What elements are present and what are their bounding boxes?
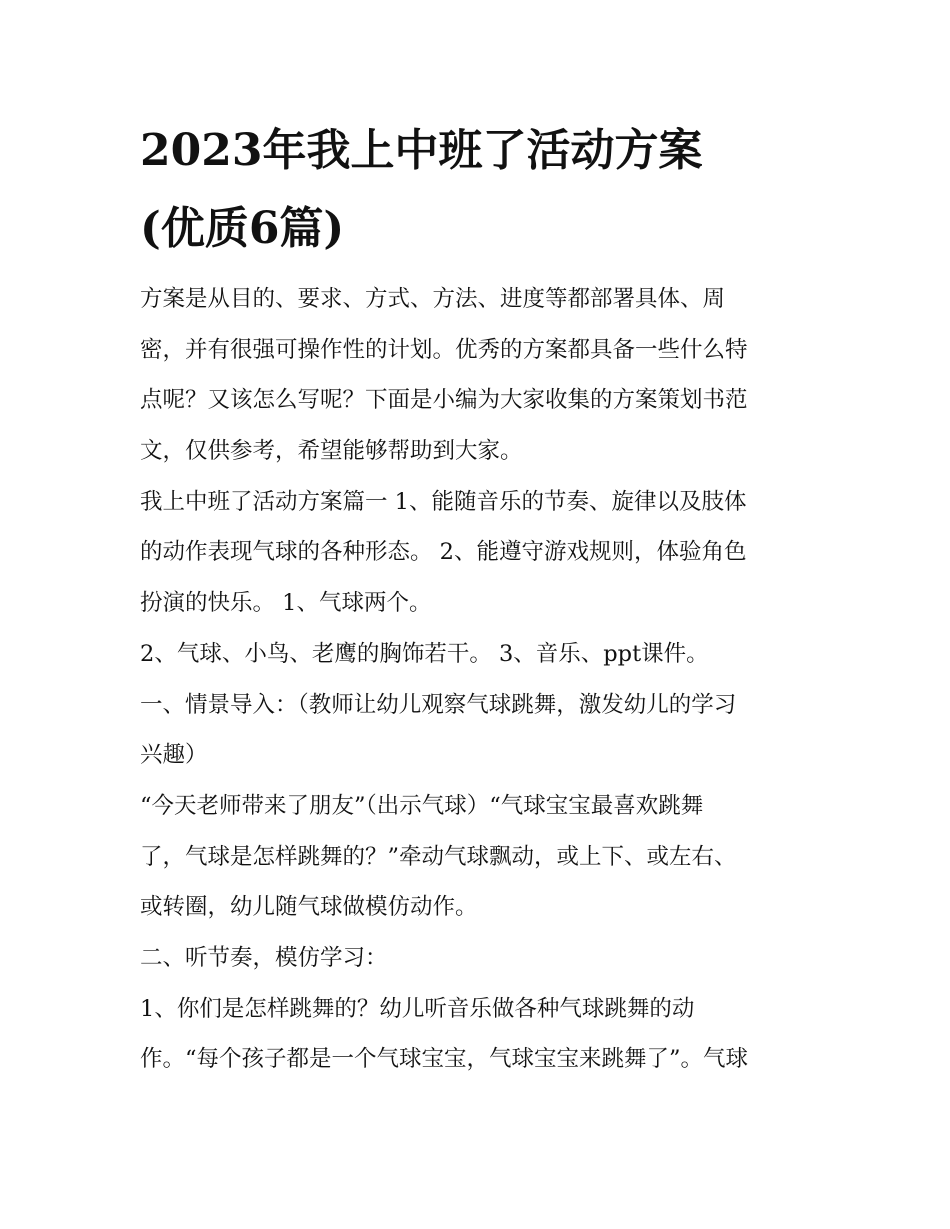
body-line: 点呢？又该怎么写呢？下面是小编为大家收集的方案策划书范 (140, 387, 748, 414)
body-line: “今天老师带来了朋友”（出示气球）“气球宝宝最喜欢跳舞 (140, 792, 704, 819)
body-line: 了，气球是怎样跳舞的？”牵动气球飘动，或上下、或左右、 (140, 843, 737, 870)
body-line: 1、你们是怎样跳舞的？幼儿听音乐做各种气球跳舞的动 (140, 995, 695, 1022)
body-line: 或转圈，幼儿随气球做模仿动作。 (140, 894, 478, 921)
body-line: 方案是从目的、要求、方式、方法、进度等都部署具体、周 (140, 286, 726, 312)
body-line: 2、气球、小鸟、老鹰的胸饰若干。 3、音乐、ppt课件。 (140, 640, 709, 667)
body-line: 扮演的快乐。 1、气球两个。 (140, 590, 432, 617)
body-line: 文，仅供参考，希望能够帮助到大家。 (140, 438, 523, 465)
body-line: 作。“每个孩子都是一个气球宝宝，气球宝宝来跳舞了”。气球 (140, 1046, 749, 1073)
body-line: 兴趣） (140, 742, 208, 769)
body-line: 密，并有很强可操作性的计划。优秀的方案都具备一些什么特 (140, 336, 748, 363)
document-body (140, 274, 820, 1085)
title-line-1: 2023年我上中班了活动方案 (140, 125, 703, 176)
body-line: 一、情景导入：（教师让幼儿观察气球跳舞，激发幼儿的学习 (140, 691, 737, 718)
body-line: 的动作表现气球的各种形态。 2、能遵守游戏规则，体验角色 (140, 539, 747, 566)
body-line: 我上中班了活动方案篇一 1、能随音乐的节奏、旋律以及肢体 (140, 488, 747, 515)
body-line: 二、听节奏，模仿学习： (140, 944, 388, 971)
document-title (140, 112, 820, 268)
title-line-2: (优质6篇) (140, 203, 345, 254)
